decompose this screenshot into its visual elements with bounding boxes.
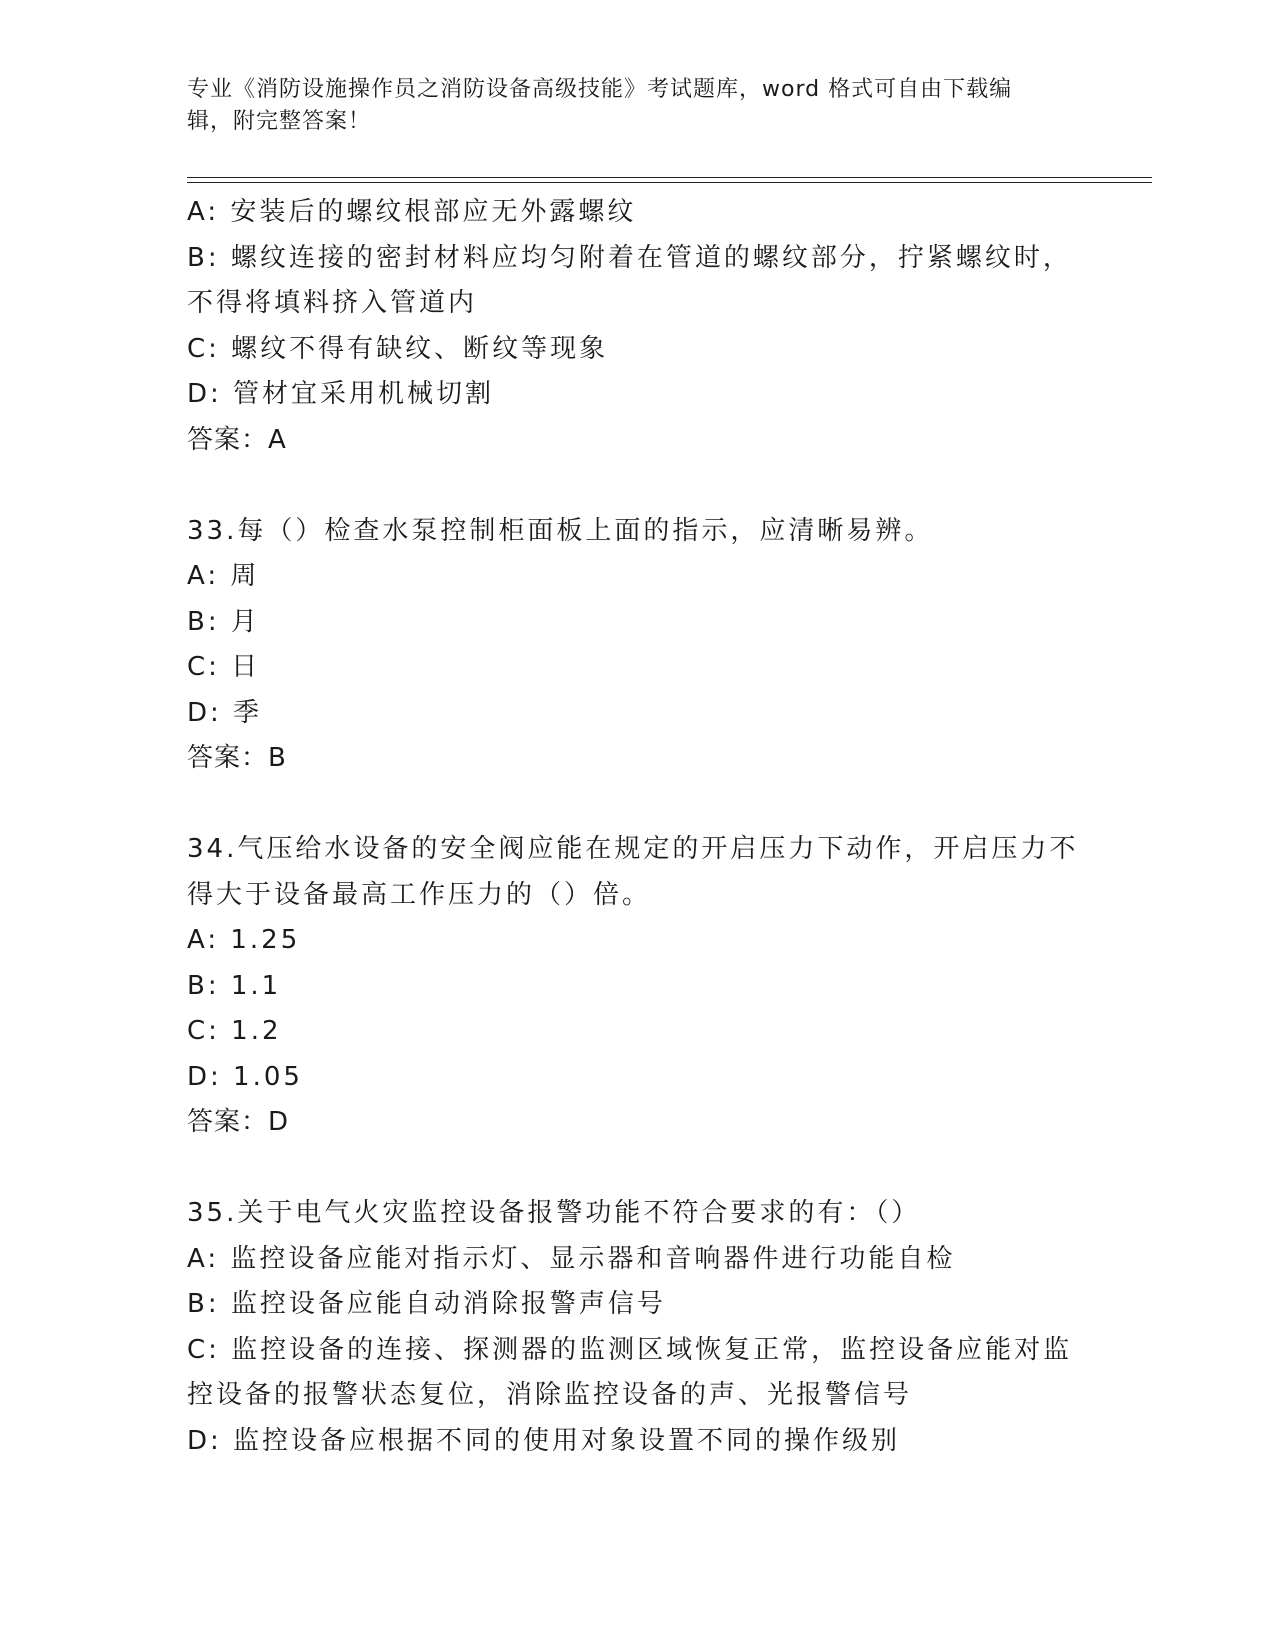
spacer [187, 1146, 1087, 1192]
question-text-continued: 得大于设备最高工作压力的（）倍。 [187, 879, 652, 910]
header-line-1: 专业《消防设施操作员之消防设备高级技能》考试题库，word 格式可自由下载编 [187, 77, 1013, 102]
header-divider-bottom [187, 182, 1152, 183]
option-c: C: 螺纹不得有缺纹、断纹等现象 [187, 333, 609, 364]
question-content [187, 190, 1087, 1464]
answer: 答案：D [187, 1107, 290, 1137]
option-a: A: 安装后的螺纹根部应无外露螺纹 [187, 197, 637, 227]
option-a: A: 监控设备应能对指示灯、显示器和音响器件进行功能自检 [187, 1243, 956, 1274]
option-d: D: 监控设备应根据不同的使用对象设置不同的操作级别 [187, 1425, 901, 1456]
option-d: D: 管材宜采用机械切割 [187, 379, 495, 409]
option-c: C: 日 [187, 652, 261, 682]
question-33 [187, 509, 1087, 782]
header-line-2: 辑，附完整答案！ [187, 109, 372, 134]
option-a: A: 1.25 [187, 925, 301, 955]
option-d: D: 1.05 [187, 1061, 303, 1092]
option-c-continued: 控设备的报警状态复位，消除监控设备的声、光报警信号 [187, 1380, 913, 1410]
option-b: B: 1.1 [187, 970, 282, 1001]
answer: 答案：A [187, 424, 287, 455]
question-text: 34.气压给水设备的安全阀应能在规定的开启压力下动作，开启压力不 [187, 834, 1079, 864]
option-b-continued: 不得将填料挤入管道内 [187, 288, 478, 318]
answer: 答案：B [187, 743, 287, 773]
option-b: B: 月 [187, 606, 260, 637]
option-b: B: 监控设备应能自动消除报警声信号 [187, 1289, 666, 1319]
document-header [187, 74, 1067, 138]
option-d: D: 季 [187, 697, 263, 728]
question-34 [187, 827, 1087, 1146]
question-35 [187, 1191, 1087, 1464]
header-divider-top [187, 177, 1152, 178]
spacer [187, 463, 1087, 509]
question-text: 35.关于电气火灾监控设备报警功能不符合要求的有：（） [187, 1198, 921, 1228]
option-a: A: 周 [187, 561, 260, 591]
option-b: B: 螺纹连接的密封材料应均匀附着在管道的螺纹部分，拧紧螺纹时， [187, 242, 1072, 273]
spacer [187, 782, 1087, 828]
question-32 [187, 190, 1087, 463]
question-text: 33.每（）检查水泵控制柜面板上面的指示，应清晰易辨。 [187, 515, 934, 546]
option-c: C: 监控设备的连接、探测器的监测区域恢复正常，监控设备应能对监 [187, 1334, 1073, 1365]
option-c: C: 1.2 [187, 1016, 282, 1046]
